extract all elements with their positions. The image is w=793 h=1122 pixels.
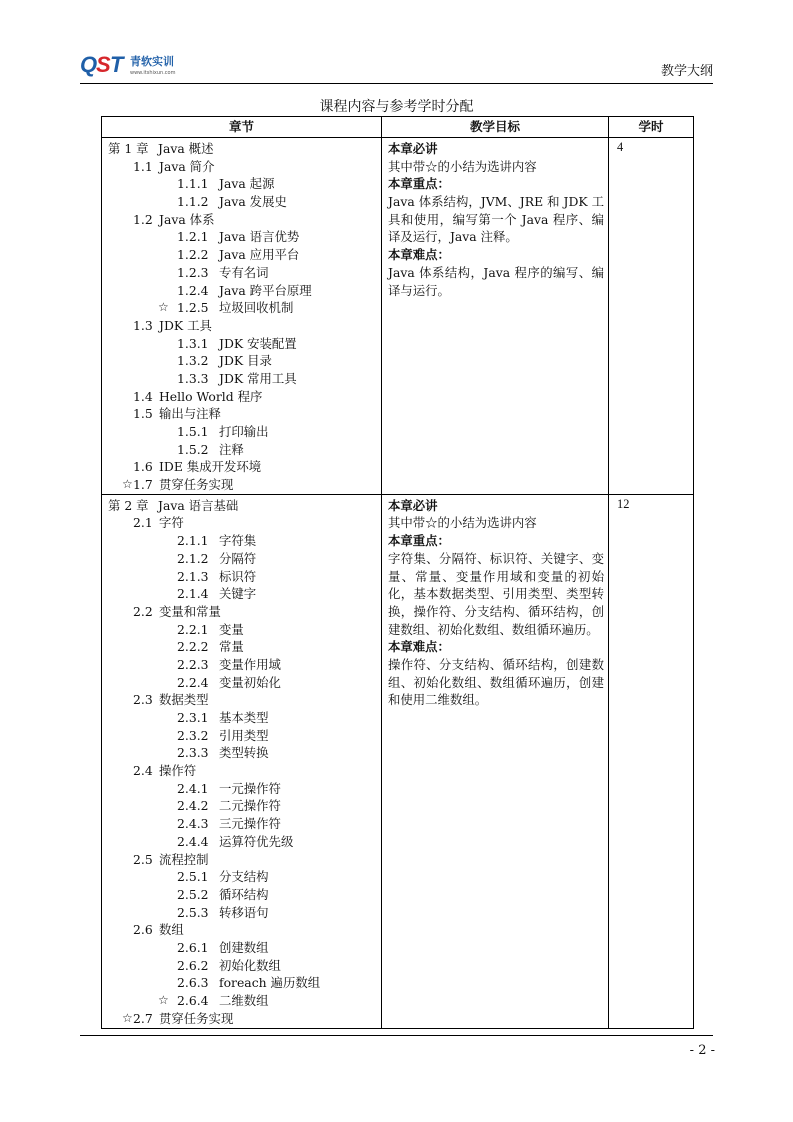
- section-number: 2.5.2: [177, 886, 209, 902]
- section-number: 2.2: [133, 603, 153, 619]
- section-item: [108, 458, 381, 476]
- goal-heading: 本章必讲: [388, 497, 438, 513]
- section-number: 2.4.1: [177, 780, 209, 796]
- section-number: 1.2.5: [177, 300, 209, 316]
- section-number: 2.2.3: [177, 656, 209, 672]
- qst-logo: [80, 50, 190, 80]
- section-item: [108, 691, 381, 709]
- section-number: 2.1.3: [177, 568, 209, 584]
- section-item: [108, 335, 381, 353]
- logo-cn: 青软实训: [130, 55, 174, 68]
- hours-cell: 4: [609, 138, 694, 495]
- section-number: 2.3.3: [177, 745, 209, 761]
- section-number: 2.5.3: [177, 904, 209, 920]
- section-number: 2.2.1: [177, 621, 209, 637]
- section-item: [108, 638, 381, 656]
- svg-text:T: T: [110, 52, 124, 77]
- section-title: 变量作用域: [219, 656, 281, 672]
- section-item: [108, 992, 381, 1010]
- section-item: [108, 815, 381, 833]
- section-title: 变量: [219, 621, 244, 637]
- section-number: 1.5.1: [177, 424, 209, 439]
- section-item: [108, 974, 381, 992]
- section-number: 2.7: [133, 1010, 153, 1026]
- goal-text: Java 体系结构，Java 程序的编写、编译与运行。: [388, 264, 604, 298]
- section-title: Java 跨平台原理: [219, 282, 312, 298]
- section-number: 2.3.1: [177, 710, 209, 725]
- goal-text: 字符集、分隔符、标识符、关键字、变量、常量、变量作用域和变量的初始化，基本数据类型、引用类型、类型转换，操作符、分支结构、循环结构，创建数组、初始化数组、数组循环遍历。: [388, 550, 604, 637]
- section-number: 2.2.2: [177, 639, 209, 655]
- star-icon: ☆: [158, 300, 169, 315]
- section-item: [108, 211, 381, 229]
- section-title: 基本类型: [219, 710, 269, 725]
- goal-text: 其中带☆的小结为选讲内容: [388, 158, 537, 174]
- section-item: [108, 904, 381, 922]
- section-number: 2.1.4: [177, 586, 209, 602]
- section-item: [108, 175, 381, 193]
- section-number: 1.2.4: [177, 282, 209, 298]
- header-divider: [80, 83, 713, 84]
- section-title: 输出与注释: [159, 406, 221, 422]
- section-number: 2.6.4: [177, 993, 209, 1008]
- section-number: 2.1.2: [177, 550, 209, 566]
- section-item: [108, 532, 381, 550]
- section-title: 分支结构: [219, 869, 269, 885]
- section-title: Java 发展史: [219, 194, 287, 210]
- section-title: 三元操作符: [219, 816, 281, 832]
- section-title: 贯穿任务实现: [159, 1010, 234, 1026]
- section-title: 变量初始化: [219, 674, 281, 690]
- section-number: 1.1: [133, 158, 153, 174]
- column-header-chapter: 章节: [102, 117, 382, 138]
- section-item: [108, 423, 381, 441]
- section-number: 2.4: [133, 763, 153, 779]
- section-title: 初始化数组: [219, 957, 281, 973]
- section-title: 二元操作符: [219, 798, 281, 814]
- section-title: Hello World 程序: [159, 388, 263, 404]
- chapter-contents-cell: [102, 494, 382, 1028]
- section-item: [108, 886, 381, 904]
- section-item: [108, 585, 381, 603]
- page-number: - 2 -: [689, 1043, 715, 1058]
- section-title: 变量和常量: [159, 603, 221, 619]
- section-number: 1.3.2: [177, 353, 209, 369]
- goal-heading: 本章重点：: [388, 533, 450, 549]
- section-item: [108, 405, 381, 423]
- section-item: [108, 621, 381, 639]
- section-number: 2.3.2: [177, 727, 209, 743]
- section-item: [108, 441, 381, 459]
- section-item: [108, 868, 381, 886]
- section-title: 数据类型: [159, 692, 209, 708]
- goal-text: 操作符、分支结构、循环结构，创建数组、初始化数组、数组循环遍历，创建和使用二维数组。: [388, 657, 604, 708]
- section-title: 注释: [219, 441, 244, 457]
- section-title: 垃圾回收机制: [219, 300, 294, 316]
- section-number: 2.6.1: [177, 939, 209, 955]
- section-number: 2.6.3: [177, 975, 209, 991]
- section-title: 贯穿任务实现: [159, 477, 234, 493]
- section-number: 1.5.2: [177, 441, 209, 457]
- section-title: 数组: [159, 922, 184, 938]
- chapter-row: [102, 138, 694, 495]
- table-header-row: [102, 117, 694, 138]
- section-number: 1.2: [133, 211, 153, 227]
- section-item: [108, 957, 381, 975]
- section-title: JDK 工具: [159, 317, 212, 333]
- footer-divider: [80, 1035, 713, 1036]
- section-title: Java 应用平台: [219, 247, 300, 263]
- goal-text: 其中带☆的小结为选讲内容: [388, 515, 537, 531]
- chapter-contents-cell: [102, 138, 382, 495]
- section-item: [108, 656, 381, 674]
- section-number: 1.4: [133, 388, 153, 404]
- section-item: [108, 709, 381, 727]
- section-item: [108, 476, 381, 494]
- goal-text: Java 体系结构，JVM、JRE 和 JDK 工具和使用，编写第一个 Java 程序、编译及运行，Java 注释。: [388, 194, 604, 245]
- section-title: 循环结构: [219, 886, 269, 902]
- section-title: 字符集: [219, 533, 257, 549]
- section-number: 1.6: [133, 459, 153, 475]
- teaching-goal-cell: [382, 138, 609, 495]
- section-title: 操作符: [159, 763, 197, 779]
- chapter-title: [108, 497, 381, 515]
- section-number: 2.4.3: [177, 816, 209, 832]
- column-header-goal: 教学目标: [382, 117, 609, 138]
- section-number: 2.5: [133, 851, 153, 867]
- section-item: [108, 317, 381, 335]
- hours-cell: 12: [609, 494, 694, 1028]
- section-number: 1.7: [133, 477, 153, 493]
- section-item: [108, 158, 381, 176]
- section-title: 专有名词: [219, 264, 269, 280]
- section-number: 2.6: [133, 922, 153, 938]
- section-item: [108, 851, 381, 869]
- section-number: 2.2.4: [177, 674, 209, 690]
- header-label: 教学大纲: [660, 64, 713, 79]
- teaching-goal-cell: [382, 494, 609, 1028]
- section-number: 1.2.1: [177, 229, 209, 245]
- section-item: [108, 370, 381, 388]
- section-title: IDE 集成开发环境: [159, 459, 262, 475]
- section-number: 1.1.2: [177, 194, 209, 210]
- section-item: [108, 921, 381, 939]
- section-title: 字符: [159, 515, 184, 531]
- section-title: JDK 安装配置: [219, 335, 297, 351]
- section-item: [108, 193, 381, 211]
- section-item: [108, 228, 381, 246]
- section-title: JDK 目录: [219, 353, 272, 369]
- section-item: [108, 939, 381, 957]
- section-item: [108, 833, 381, 851]
- section-item: [108, 780, 381, 798]
- section-title: 二维数组: [219, 993, 269, 1008]
- section-title: Java 起源: [219, 176, 275, 192]
- section-title: Java 简介: [159, 158, 215, 174]
- table-title: 课程内容与参考学时分配: [319, 99, 474, 115]
- section-number: 2.6.2: [177, 957, 209, 973]
- goal-heading: 本章重点：: [388, 176, 450, 192]
- section-title: Java 语言优势: [219, 229, 300, 245]
- section-number: 2.3: [133, 692, 153, 708]
- section-number: 第 2 章: [108, 497, 149, 513]
- section-number: 1.3.3: [177, 370, 209, 386]
- section-item: [108, 514, 381, 532]
- section-title: 一元操作符: [219, 780, 281, 796]
- section-number: 2.4.2: [177, 798, 209, 814]
- section-item: [108, 744, 381, 762]
- section-number: 2.5.1: [177, 869, 209, 885]
- section-item: [108, 568, 381, 586]
- goal-heading: 本章必讲: [388, 141, 438, 156]
- section-item: [108, 727, 381, 745]
- section-item: [108, 246, 381, 264]
- course-outline-table: [101, 116, 694, 1029]
- section-number: 1.1.1: [177, 176, 209, 192]
- column-header-hours: 学时: [609, 117, 694, 138]
- section-title: 分隔符: [219, 550, 257, 566]
- section-item: [108, 388, 381, 406]
- section-title: 类型转换: [219, 745, 269, 761]
- goal-heading: 本章难点：: [388, 639, 450, 655]
- section-number: 1.5: [133, 406, 153, 422]
- section-title: 流程控制: [159, 851, 209, 867]
- section-title: 关键字: [219, 586, 257, 602]
- section-title: Java 概述: [158, 141, 214, 156]
- star-icon: ☆: [122, 477, 133, 492]
- section-number: 2.1.1: [177, 533, 209, 549]
- section-number: 1.3.1: [177, 335, 209, 351]
- section-number: 1.3: [133, 317, 153, 333]
- section-title: 创建数组: [219, 939, 269, 955]
- section-title: Java 体系: [159, 211, 215, 227]
- svg-text:S: S: [96, 52, 111, 77]
- section-title: Java 语言基础: [158, 497, 239, 513]
- section-number: 1.2.2: [177, 247, 209, 263]
- section-title: 转移语句: [219, 904, 269, 920]
- section-item: [108, 299, 381, 317]
- svg-text:Q: Q: [80, 52, 98, 77]
- section-item: [108, 603, 381, 621]
- section-number: 第 1 章: [108, 141, 149, 156]
- section-item: [108, 1010, 381, 1028]
- goal-heading: 本章难点：: [388, 247, 450, 263]
- section-item: [108, 550, 381, 568]
- section-item: [108, 282, 381, 300]
- section-item: [108, 674, 381, 692]
- section-title: 常量: [219, 639, 244, 655]
- section-title: JDK 常用工具: [219, 370, 297, 386]
- section-item: [108, 264, 381, 282]
- star-icon: ☆: [122, 1010, 133, 1025]
- section-number: 2.1: [133, 515, 153, 531]
- section-title: 引用类型: [219, 727, 269, 743]
- section-item: [108, 797, 381, 815]
- section-title: 标识符: [219, 568, 257, 584]
- logo-url: www.itshixun.com: [130, 70, 176, 76]
- section-item: [108, 762, 381, 780]
- chapter-title: [108, 140, 381, 158]
- section-title: 打印输出: [219, 424, 269, 439]
- section-item: [108, 352, 381, 370]
- section-number: 2.4.4: [177, 833, 209, 849]
- section-title: foreach 遍历数组: [219, 975, 321, 991]
- star-icon: ☆: [158, 993, 169, 1007]
- chapter-row: [102, 494, 694, 1028]
- section-number: 1.2.3: [177, 264, 209, 280]
- section-title: 运算符优先级: [219, 833, 294, 849]
